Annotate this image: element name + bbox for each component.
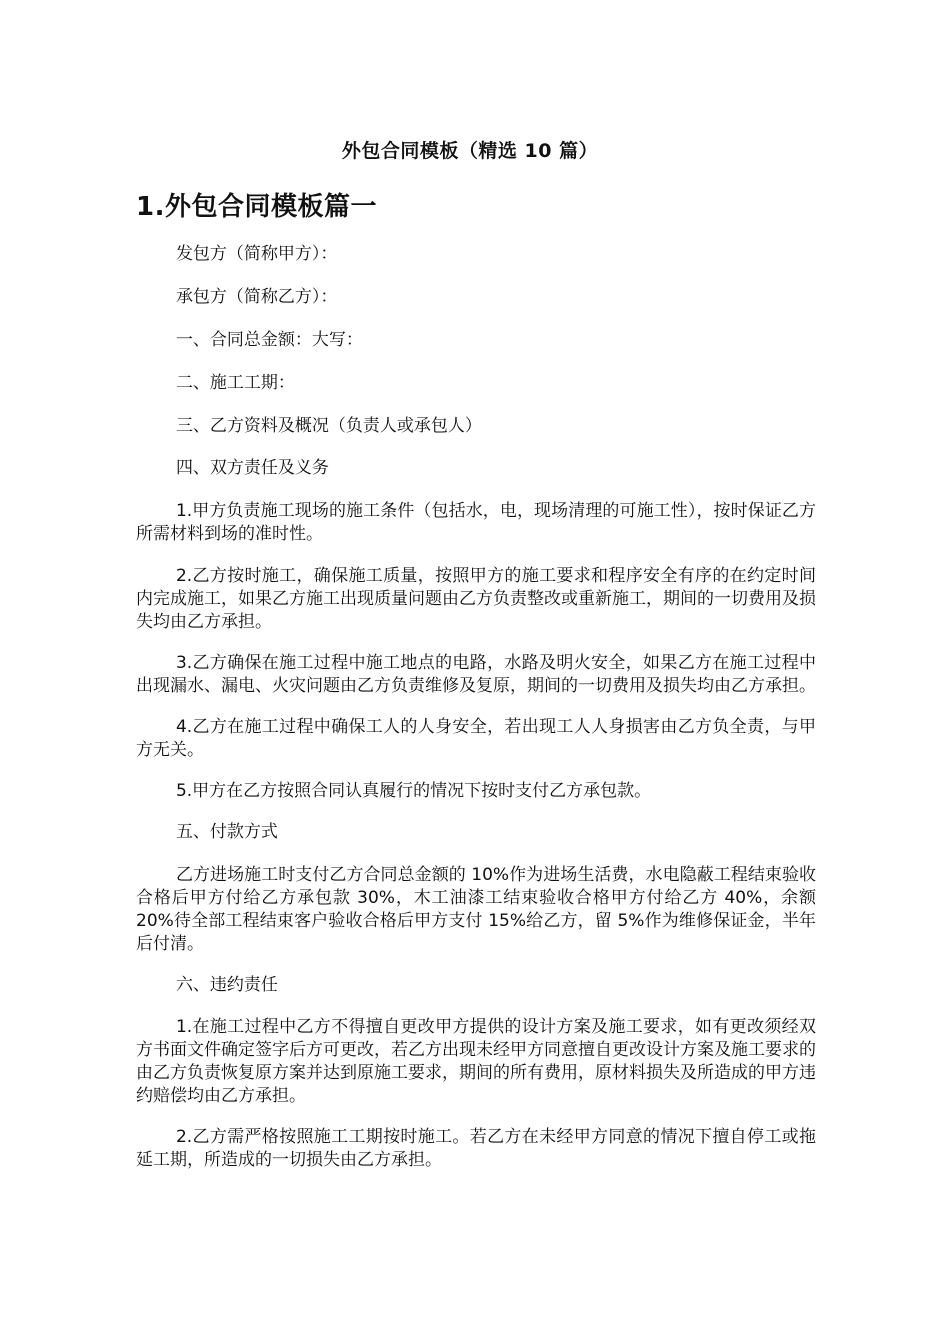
payment-heading: 五、付款方式 — [175, 822, 278, 842]
responsibility-item: 3.乙方确保在施工过程中施工地点的电路，水路及明火安全，如果乙方在施工过程中出现漏水、漏电、火灾问题由乙方负责维修及复原，期间的一切费用及损失均由乙方承担。 — [136, 653, 816, 696]
liability-heading: 六、违约责任 — [175, 975, 278, 995]
document-title: 外包合同模板（精选 10 篇） — [341, 140, 599, 162]
party-b-line: 承包方（简称乙方）： — [175, 287, 338, 307]
document-body — [136, 243, 816, 1172]
section-heading: 1.外包合同模板篇一 — [136, 192, 377, 222]
responsibility-item: 4.乙方在施工过程中确保工人的人身安全，若出现工人人身损害由乙方负全责，与甲方无关。 — [136, 717, 816, 760]
contract-amount-clause: 一、合同总金额：大写： — [175, 330, 363, 350]
payment-terms: 乙方进场施工时支付乙方合同总金额的 10%作为进场生活费，水电隐蔽工程结束验收合格后甲方付给乙方承包款 30%，木工油漆工结束验收合格甲方付给乙方 40%，余额 20%待全部工程结束客户验收合格后甲方支付 15%给乙方，留 5%作为维修保证金，半年后付清。 — [136, 865, 816, 954]
responsibility-item: 1.甲方负责施工现场的施工条件（包括水，电，现场清理的可施工性），按时保证乙方所需材料到场的准时性。 — [136, 501, 816, 544]
liability-item: 2.乙方需严格按照施工工期按时施工。若乙方在未经甲方同意的情况下擅自停工或拖延工期，所造成的一切损失由乙方承担。 — [136, 1127, 816, 1170]
liability-item: 1.在施工过程中乙方不得擅自更改甲方提供的设计方案及施工要求，如有更改须经双方书面文件确定签字后方可更改，若乙方出现未经甲方同意擅自更改设计方案及施工要求的由乙方负责恢复原方案并达到原施工要求，期间的所有费用，原材料损失及所造成的甲方违约赔偿均由乙方承担。 — [136, 1017, 816, 1106]
responsibility-item: 5.甲方在乙方按照合同认真履行的情况下按时支付乙方承包款。 — [175, 781, 652, 801]
party-a-line: 发包方（简称甲方）： — [175, 244, 338, 264]
responsibility-item: 2.乙方按时施工，确保施工质量，按照甲方的施工要求和程序安全有序的在约定时间内完成施工，如果乙方施工出现质量问题由乙方负责整改或重新施工，期间的一切费用及损失均由乙方承担。 — [136, 566, 816, 632]
responsibilities-heading: 四、双方责任及义务 — [175, 458, 329, 478]
construction-period-clause: 二、施工工期： — [175, 373, 295, 393]
party-b-info-clause: 三、乙方资料及概况（负责人或承包人） — [175, 416, 482, 436]
